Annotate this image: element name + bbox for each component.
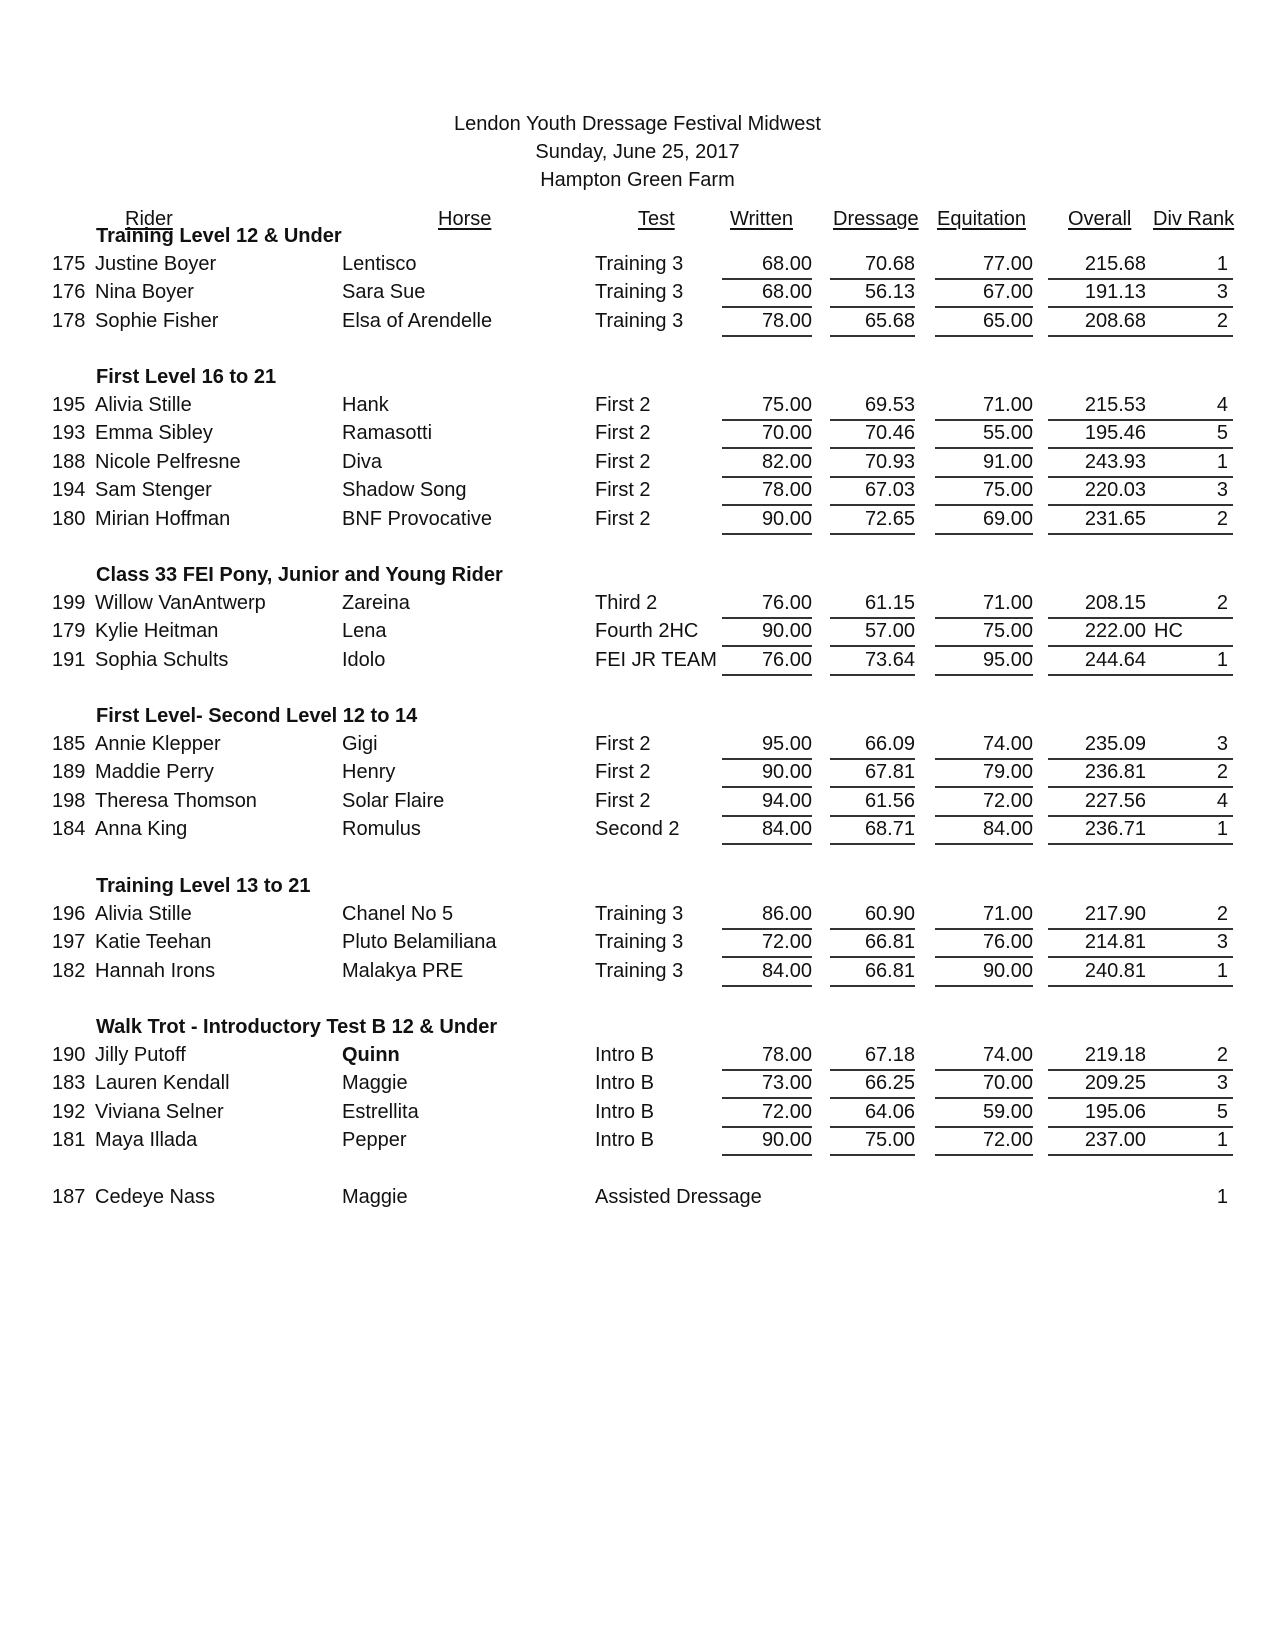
rider-number: 180 (52, 507, 86, 530)
horse-name: Maggie (342, 1186, 408, 1208)
div-rank: 1 (1216, 1129, 1228, 1152)
dressage-score: 64.06 (830, 1098, 915, 1128)
dressage-score: 61.15 (830, 589, 915, 619)
overall-value: 244.64 (1084, 648, 1146, 671)
division-title: Walk Trot - Introductory Test B 12 & Under (96, 1016, 498, 1038)
rank-underline (1188, 843, 1233, 845)
rank-underline (1188, 533, 1233, 535)
equitation-score: 75.00 (935, 617, 1033, 647)
written-score: 84.00 (722, 815, 812, 845)
dressage-score: 70.46 (830, 419, 915, 449)
col-horse: Horse (438, 208, 492, 230)
dressage-score: 75.00 (830, 1126, 915, 1156)
overall-score (1048, 1098, 1188, 1128)
equitation-score: 65.00 (935, 307, 1033, 337)
div-rank: 2 (1216, 761, 1228, 784)
rider-number: 195 (52, 394, 86, 416)
rider-number: 184 (52, 818, 86, 841)
equitation-score: 71.00 (935, 589, 1033, 619)
horse-name: Gigi (342, 733, 378, 755)
rider-name: Anna King (95, 818, 188, 841)
rider-name: Maddie Perry (95, 761, 214, 784)
division-title: Class 33 FEI Pony, Junior and Young Rider (96, 564, 503, 586)
written-score: 86.00 (722, 900, 812, 930)
rider-name: Alivia Stille (95, 394, 192, 416)
equitation-score: 74.00 (935, 1041, 1033, 1071)
rider-name: Viviana Selner (95, 1100, 224, 1123)
equitation-score: 90.00 (935, 957, 1033, 987)
overall-score (1048, 730, 1188, 760)
written-score: 90.00 (722, 1126, 812, 1156)
test-name: Training 3 (595, 253, 684, 275)
col-equitation: Equitation (937, 208, 1026, 230)
overall-score (1048, 589, 1188, 619)
rider-name: Maya Illada (95, 1129, 198, 1152)
overall-value: 208.15 (1084, 592, 1146, 614)
horse-name: Pepper (342, 1129, 407, 1152)
rider-name: Sophia Schults (95, 648, 229, 671)
horse-name: Quinn (342, 1044, 400, 1066)
result-row (0, 1069, 1275, 1099)
test-name: Training 3 (595, 931, 684, 954)
equitation-score: 71.00 (935, 900, 1033, 930)
equitation-score: 55.00 (935, 419, 1033, 449)
horse-name: Pluto Belamiliana (342, 931, 497, 954)
event-venue: Hampton Green Farm (540, 169, 735, 191)
div-rank: 1 (1216, 253, 1228, 275)
equitation-score: 59.00 (935, 1098, 1033, 1128)
overall-value: 209.25 (1084, 1072, 1146, 1095)
written-score: 70.00 (722, 419, 812, 449)
result-row (0, 646, 1275, 676)
equitation-score: 74.00 (935, 730, 1033, 760)
horse-name: Hank (342, 394, 389, 416)
rider-name: Cedeye Nass (95, 1186, 216, 1208)
equitation-score: 72.00 (935, 1126, 1033, 1156)
rider-number: 194 (52, 479, 86, 502)
horse-name: Maggie (342, 1072, 408, 1095)
overall-value: 195.06 (1084, 1100, 1146, 1123)
col-rider: Rider (125, 208, 173, 230)
overall-value: 214.81 (1084, 931, 1146, 954)
test-name: Training 3 (595, 903, 684, 925)
overall-score (1048, 815, 1188, 845)
horse-name: BNF Provocative (342, 507, 493, 530)
written-score: 72.00 (722, 1098, 812, 1128)
overall-score (1048, 448, 1188, 478)
dressage-score: 67.18 (830, 1041, 915, 1071)
written-score: 78.00 (722, 1041, 812, 1071)
overall-score (1048, 617, 1188, 647)
horse-name: Chanel No 5 (342, 903, 454, 925)
overall-value: 215.53 (1084, 394, 1146, 416)
written-score: 82.00 (722, 448, 812, 478)
rider-number: 175 (52, 253, 86, 275)
result-row (0, 730, 1275, 760)
overall-value: 237.00 (1084, 1129, 1146, 1152)
overall-score (1048, 646, 1188, 676)
result-row (0, 307, 1275, 337)
assisted-row (0, 1183, 1275, 1213)
dressage-score: 66.09 (830, 730, 915, 760)
horse-name: Lena (342, 620, 387, 643)
overall-value: 227.56 (1084, 789, 1146, 812)
dressage-score: 67.81 (830, 758, 915, 788)
test-name: Fourth 2HC (595, 620, 699, 643)
overall-score (1048, 1069, 1188, 1099)
overall-value: 235.09 (1084, 733, 1146, 755)
rider-number: 185 (52, 733, 86, 755)
overall-note: HC (1154, 620, 1183, 643)
rider-name: Nicole Pelfresne (95, 450, 241, 473)
rider-number: 199 (52, 592, 86, 614)
equitation-score: 67.00 (935, 278, 1033, 308)
equitation-score: 72.00 (935, 787, 1033, 817)
written-score: 78.00 (722, 476, 812, 506)
rider-number: 192 (52, 1100, 86, 1123)
div-rank: 3 (1216, 931, 1228, 954)
written-score: 73.00 (722, 1069, 812, 1099)
division-title: Training Level 13 to 21 (96, 875, 311, 897)
dressage-score: 69.53 (830, 391, 915, 421)
rider-name: Katie Teehan (95, 931, 212, 954)
test-name: First 2 (595, 450, 651, 473)
result-row (0, 278, 1275, 308)
horse-name: Lentisco (342, 253, 417, 275)
rider-name: Kylie Heitman (95, 620, 219, 643)
col-overall: Overall (1068, 208, 1132, 230)
overall-score (1048, 900, 1188, 930)
div-rank: 3 (1216, 1072, 1228, 1095)
overall-score (1048, 419, 1188, 449)
test-name: First 2 (595, 789, 651, 812)
overall-score (1048, 957, 1188, 987)
dressage-score: 56.13 (830, 278, 915, 308)
col-test: Test (638, 208, 675, 230)
dressage-score: 66.25 (830, 1069, 915, 1099)
div-rank: 1 (1216, 959, 1228, 982)
overall-value: 243.93 (1084, 450, 1146, 473)
rank-underline (1188, 335, 1233, 337)
overall-value: 220.03 (1084, 479, 1146, 502)
test-name: First 2 (595, 394, 651, 416)
dressage-score: 66.81 (830, 928, 915, 958)
result-row (0, 787, 1275, 817)
overall-score (1048, 758, 1188, 788)
rider-number: 183 (52, 1072, 86, 1095)
col-div-rank: Div Rank (1153, 208, 1235, 230)
test-name: Intro B (595, 1044, 654, 1066)
dressage-score: 67.03 (830, 476, 915, 506)
dressage-score: 70.93 (830, 448, 915, 478)
written-score: 72.00 (722, 928, 812, 958)
rider-number: 178 (52, 309, 86, 332)
overall-score (1048, 1126, 1188, 1156)
result-row (0, 448, 1275, 478)
dressage-score: 68.71 (830, 815, 915, 845)
overall-score (1048, 787, 1188, 817)
horse-name: Solar Flaire (342, 789, 445, 812)
result-row (0, 758, 1275, 788)
rider-name: Hannah Irons (95, 959, 216, 982)
div-rank: 2 (1216, 903, 1228, 925)
equitation-score: 71.00 (935, 391, 1033, 421)
horse-name: Henry (342, 761, 396, 784)
horse-name: Malakya PRE (342, 959, 464, 982)
result-row (0, 957, 1275, 987)
result-row (0, 391, 1275, 421)
rider-name: Annie Klepper (95, 733, 221, 755)
written-score: 78.00 (722, 307, 812, 337)
overall-value: 231.65 (1084, 507, 1146, 530)
result-row (0, 900, 1275, 930)
horse-name: Elsa of Arendelle (342, 309, 493, 332)
overall-score (1048, 278, 1188, 308)
division-title: Training Level 12 & Under (96, 225, 342, 247)
horse-name: Diva (342, 450, 383, 473)
rank-underline (1188, 674, 1233, 676)
horse-name: Idolo (342, 648, 386, 671)
test-name: Third 2 (595, 592, 658, 614)
overall-score (1048, 307, 1188, 337)
div-rank: 5 (1216, 422, 1228, 445)
test-name: First 2 (595, 507, 651, 530)
dressage-score: 61.56 (830, 787, 915, 817)
test-name: First 2 (595, 733, 651, 755)
result-row (0, 419, 1275, 449)
division-title: First Level- Second Level 12 to 14 (96, 705, 418, 727)
rider-name: Nina Boyer (95, 281, 194, 304)
written-score: 90.00 (722, 758, 812, 788)
rider-name: Justine Boyer (95, 253, 217, 275)
rider-name: Lauren Kendall (95, 1072, 230, 1095)
written-score: 90.00 (722, 617, 812, 647)
dressage-score: 60.90 (830, 900, 915, 930)
rider-name: Mirian Hoffman (95, 507, 231, 530)
test-name: First 2 (595, 761, 651, 784)
equitation-score: 84.00 (935, 815, 1033, 845)
result-row (0, 928, 1275, 958)
equitation-score: 95.00 (935, 646, 1033, 676)
horse-name: Estrellita (342, 1100, 419, 1123)
div-rank: 2 (1216, 592, 1228, 614)
rider-number: 188 (52, 450, 86, 473)
overall-value: 236.81 (1084, 761, 1146, 784)
div-rank: 2 (1216, 1044, 1228, 1066)
dressage-score: 57.00 (830, 617, 915, 647)
overall-score (1048, 1041, 1188, 1071)
result-row (0, 1126, 1275, 1156)
rider-name: Sam Stenger (95, 479, 212, 502)
div-rank: 3 (1216, 733, 1228, 755)
result-row (0, 505, 1275, 535)
equitation-score: 69.00 (935, 505, 1033, 535)
div-rank: 4 (1216, 394, 1228, 416)
rank-underline (1188, 1154, 1233, 1156)
written-score: 95.00 (722, 730, 812, 760)
rider-name: Emma Sibley (95, 422, 213, 445)
equitation-score: 70.00 (935, 1069, 1033, 1099)
rider-name: Theresa Thomson (95, 789, 257, 812)
result-row (0, 589, 1275, 619)
equitation-score: 91.00 (935, 448, 1033, 478)
rider-name: Jilly Putoff (95, 1044, 186, 1066)
test-name: Training 3 (595, 959, 684, 982)
overall-value: 222.00 (1084, 620, 1146, 643)
dressage-score: 70.68 (830, 250, 915, 280)
equitation-score: 79.00 (935, 758, 1033, 788)
equitation-score: 75.00 (935, 476, 1033, 506)
rider-number: 191 (52, 648, 86, 671)
overall-value: 208.68 (1084, 309, 1146, 332)
rank-underline (1188, 985, 1233, 987)
col-written: Written (730, 208, 793, 230)
event-title: Lendon Youth Dressage Festival Midwest (454, 113, 821, 135)
written-score: 90.00 (722, 505, 812, 535)
written-score: 68.00 (722, 250, 812, 280)
equitation-score: 77.00 (935, 250, 1033, 280)
dressage-score: 73.64 (830, 646, 915, 676)
overall-value: 195.46 (1084, 422, 1146, 445)
result-row (0, 250, 1275, 280)
div-rank: 3 (1216, 281, 1228, 304)
rider-name: Alivia Stille (95, 903, 192, 925)
overall-score (1048, 476, 1188, 506)
written-score: 68.00 (722, 278, 812, 308)
horse-name: Shadow Song (342, 479, 467, 502)
division-title: First Level 16 to 21 (96, 366, 277, 388)
div-rank: 3 (1216, 479, 1228, 502)
rider-number: 197 (52, 931, 86, 954)
overall-score (1048, 250, 1188, 280)
test-name: First 2 (595, 422, 651, 445)
overall-value: 219.18 (1084, 1044, 1146, 1066)
result-row (0, 1098, 1275, 1128)
overall-value: 217.90 (1084, 903, 1146, 925)
horse-name: Romulus (342, 818, 421, 841)
written-score: 84.00 (722, 957, 812, 987)
div-rank: 2 (1216, 309, 1228, 332)
div-rank: 4 (1216, 789, 1228, 812)
div-rank: 1 (1216, 818, 1228, 841)
test-name: Second 2 (595, 818, 680, 841)
rider-number: 182 (52, 959, 86, 982)
rider-number: 176 (52, 281, 86, 304)
test-name: Intro B (595, 1129, 654, 1152)
equitation-score: 76.00 (935, 928, 1033, 958)
overall-value: 191.13 (1084, 281, 1146, 304)
dressage-score: 72.65 (830, 505, 915, 535)
div-rank: 5 (1216, 1100, 1228, 1123)
test-name: Intro B (595, 1100, 654, 1123)
overall-score (1048, 391, 1188, 421)
test-name: Training 3 (595, 281, 684, 304)
test-name: Intro B (595, 1072, 654, 1095)
event-date: Sunday, June 25, 2017 (535, 141, 740, 163)
horse-name: Sara Sue (342, 281, 426, 304)
result-row (0, 617, 1275, 647)
rider-number: 198 (52, 789, 86, 812)
rider-number: 196 (52, 903, 86, 925)
overall-value: 240.81 (1084, 959, 1146, 982)
rider-name: Sophie Fisher (95, 309, 219, 332)
overall-value: 215.68 (1084, 253, 1146, 275)
horse-name: Ramasotti (342, 422, 433, 445)
col-dressage: Dressage (833, 208, 919, 230)
test-name: FEI JR TEAM (595, 648, 717, 671)
rider-number: 181 (52, 1129, 86, 1152)
test-name: First 2 (595, 479, 651, 502)
rider-name: Willow VanAntwerp (95, 592, 266, 614)
written-score: 94.00 (722, 787, 812, 817)
dressage-score: 66.81 (830, 957, 915, 987)
test-name: Training 3 (595, 309, 684, 332)
rider-number: 179 (52, 620, 86, 643)
div-rank: 1 (1216, 648, 1228, 671)
div-rank: 2 (1216, 507, 1228, 530)
rider-number: 187 (52, 1186, 86, 1208)
written-score: 76.00 (722, 646, 812, 676)
test-name: Assisted Dressage (595, 1186, 762, 1208)
dressage-score: 65.68 (830, 307, 915, 337)
result-row (0, 815, 1275, 845)
rider-number: 189 (52, 761, 86, 784)
written-score: 76.00 (722, 589, 812, 619)
overall-value: 236.71 (1084, 818, 1146, 841)
rider-number: 190 (52, 1044, 86, 1066)
horse-name: Zareina (342, 592, 410, 614)
overall-score (1048, 505, 1188, 535)
result-row (0, 476, 1275, 506)
overall-score (1048, 928, 1188, 958)
written-score: 75.00 (722, 391, 812, 421)
div-rank: 1 (1216, 1186, 1228, 1208)
result-row (0, 1041, 1275, 1071)
div-rank: 1 (1216, 450, 1228, 473)
rider-number: 193 (52, 422, 86, 445)
